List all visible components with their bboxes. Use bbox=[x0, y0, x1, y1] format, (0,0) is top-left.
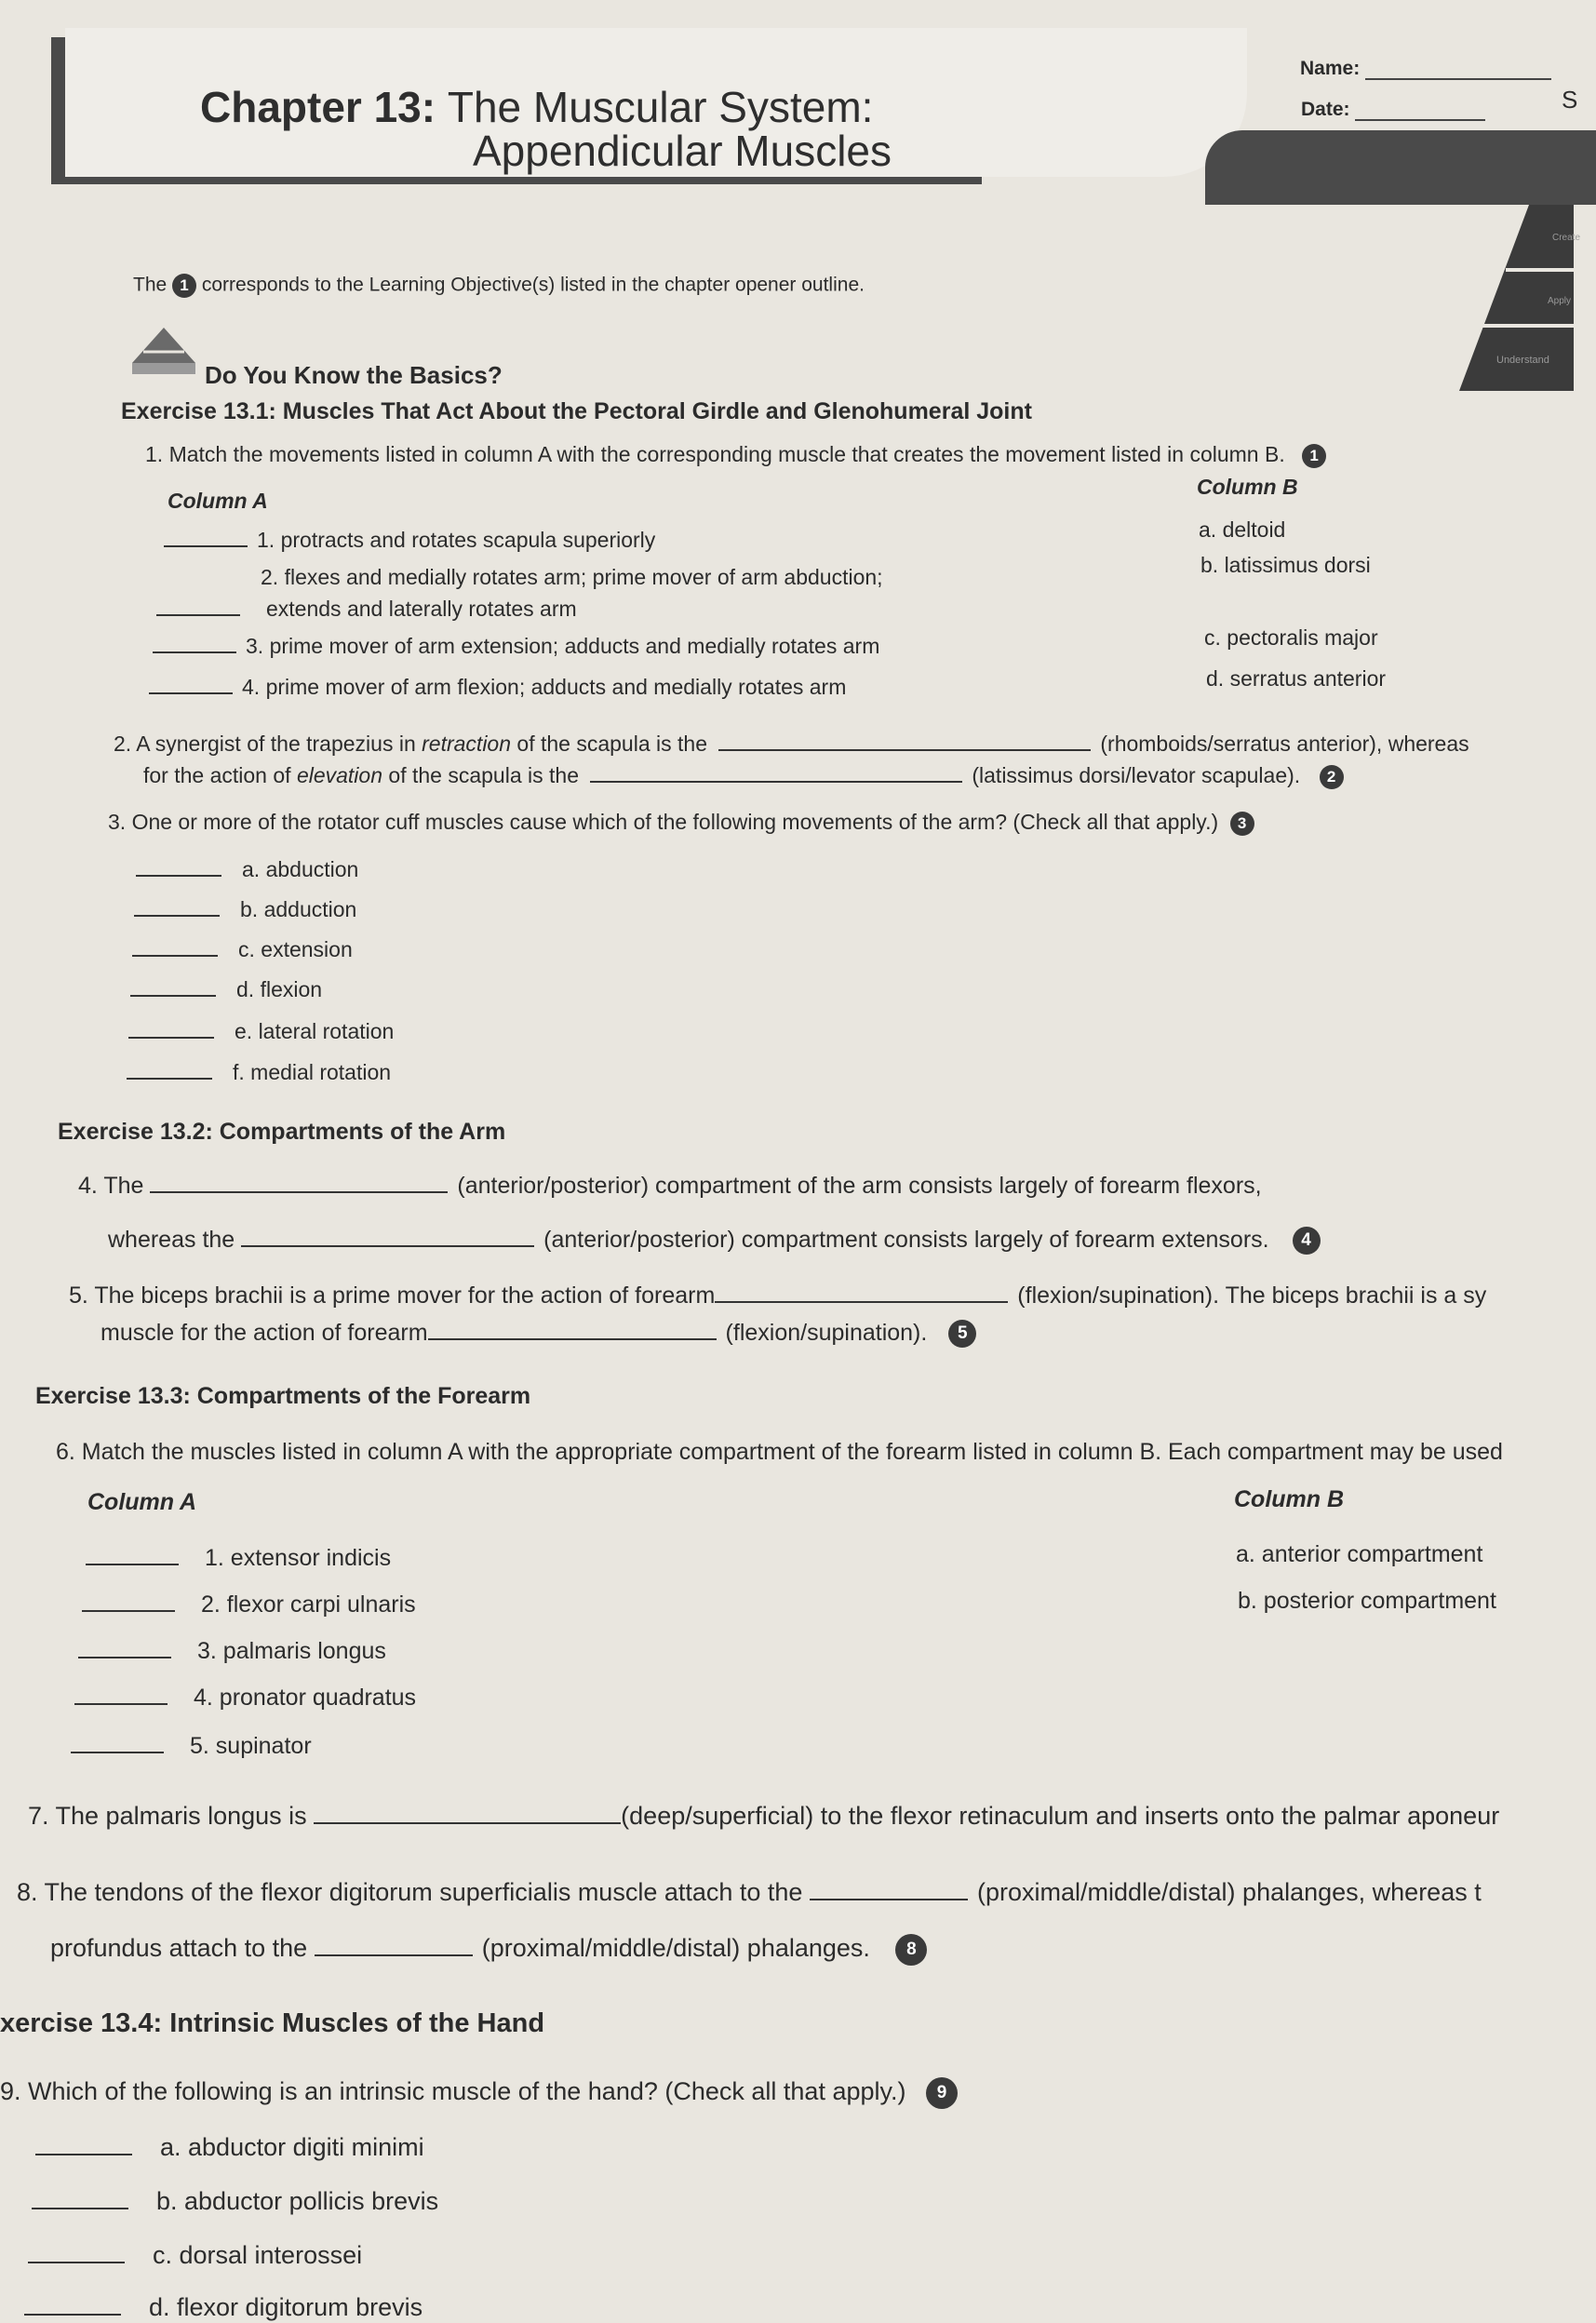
objective-badge: 1 bbox=[172, 274, 196, 298]
exercise-13-3-title: Exercise 13.3: Compartments of the Forearm bbox=[35, 1383, 531, 1409]
exercise-13-2-title: Exercise 13.2: Compartments of the Arm bbox=[58, 1119, 506, 1145]
badge-4: 4 bbox=[1293, 1227, 1321, 1255]
basics-heading: Do You Know the Basics? bbox=[205, 361, 503, 389]
blooms-pyramid-icon bbox=[1459, 186, 1581, 391]
question-3: 3. One or more of the rotator cuff muscles cause which of the following movements of the arm? (Check all that apply.) 3 bbox=[108, 810, 1254, 836]
question-7: 7. The palmaris longus is (deep/superficial) to the flexor retinaculum and inserts onto the palmar aponeur bbox=[28, 1802, 1500, 1830]
badge-8: 8 bbox=[895, 1934, 927, 1966]
question-4-line-2: whereas the (anterior/posterior) compartment consists largely of forearm extensors. 4 bbox=[108, 1227, 1321, 1255]
q3-option-f[interactable]: f. medial rotation bbox=[127, 1059, 391, 1085]
q6-item-1[interactable]: 1. extensor indicis bbox=[86, 1545, 391, 1572]
q3-option-e[interactable]: e. lateral rotation bbox=[128, 1018, 394, 1044]
name-field[interactable]: Name: bbox=[1300, 58, 1551, 80]
q1-column-a-header: Column A bbox=[168, 489, 268, 513]
q6-item-2[interactable]: 2. flexor carpi ulnaris bbox=[82, 1591, 416, 1618]
q3-option-d[interactable]: d. flexion bbox=[130, 976, 322, 1002]
q4-blank-2[interactable] bbox=[241, 1230, 534, 1247]
q1-item-4[interactable]: 4. prime mover of arm flexion; adducts and medially rotates arm bbox=[149, 674, 846, 700]
q3-option-a[interactable]: a. abduction bbox=[136, 856, 358, 882]
q9-option-b[interactable]: b. abductor pollicis brevis bbox=[32, 2187, 438, 2216]
q1-item-3[interactable]: 3. prime mover of arm extension; adducts and medially rotates arm bbox=[153, 633, 879, 659]
question-5-line-1: 5. The biceps brachii is a prime mover for the action of forearm (flexion/supination). The biceps brachii is a sy bbox=[69, 1282, 1487, 1309]
question-5-line-2: muscle for the action of forearm (flexion/supination). 5 bbox=[101, 1320, 976, 1348]
question-8-line-1: 8. The tendons of the flexor digitorum superficialis muscle attach to the (proximal/middle/distal) phalanges, whereas t bbox=[17, 1878, 1482, 1906]
q4-blank-1[interactable] bbox=[150, 1176, 448, 1193]
q3-option-b[interactable]: b. adduction bbox=[134, 896, 356, 922]
question-2-line-2: for the action of elevation of the scapula is the (latissimus dorsi/levator scapulae). 2 bbox=[143, 763, 1344, 789]
q7-blank[interactable] bbox=[314, 1806, 621, 1824]
q1-item-2-cont[interactable]: extends and laterally rotates arm bbox=[156, 596, 577, 622]
q6-column-a-header: Column A bbox=[87, 1489, 197, 1515]
q6-item-4[interactable]: 4. pronator quadratus bbox=[74, 1685, 416, 1712]
basics-pyramid-icon bbox=[130, 326, 197, 382]
chapter-title: Chapter 13: The Muscular System: bbox=[200, 83, 874, 131]
q6-item-3[interactable]: 3. palmaris longus bbox=[78, 1638, 386, 1665]
badge-9: 9 bbox=[926, 2077, 958, 2109]
edge-text: S bbox=[1562, 86, 1578, 114]
q5-blank-2[interactable] bbox=[428, 1323, 717, 1340]
q1-column-b-header: Column B bbox=[1197, 475, 1298, 499]
q6-column-b-header: Column B bbox=[1234, 1486, 1345, 1512]
badge-1: 1 bbox=[1302, 444, 1326, 468]
q5-blank-1[interactable] bbox=[715, 1286, 1008, 1303]
chapter-subtitle: Appendicular Muscles bbox=[473, 127, 892, 175]
question-4-line-1: 4. The (anterior/posterior) compartment of the arm consists largely of forearm flexors, bbox=[78, 1173, 1262, 1199]
pyramid-label-understand: Understand bbox=[1496, 355, 1549, 366]
q9-option-c[interactable]: c. dorsal interossei bbox=[28, 2241, 362, 2270]
question-2-line-1: 2. A synergist of the trapezius in retraction of the scapula is the (rhomboids/serratus anterior), whereas bbox=[114, 732, 1469, 756]
q6-option-a: a. anterior compartment bbox=[1236, 1541, 1483, 1567]
q8-blank-1[interactable] bbox=[810, 1882, 968, 1900]
q1-option-d: d. serratus anterior bbox=[1206, 666, 1387, 691]
q2-blank-2[interactable] bbox=[590, 768, 962, 783]
q1-item-1[interactable]: 1. protracts and rotates scapula superiorly bbox=[164, 527, 655, 553]
badge-3: 3 bbox=[1230, 812, 1254, 836]
q9-option-a[interactable]: a. abductor digiti minimi bbox=[35, 2133, 424, 2162]
pyramid-label-apply: Apply bbox=[1548, 296, 1572, 306]
badge-2: 2 bbox=[1320, 765, 1344, 789]
badge-5: 5 bbox=[948, 1320, 976, 1348]
question-9: 9. Which of the following is an intrinsic muscle of the hand? (Check all that apply.) 9 bbox=[0, 2077, 958, 2109]
question-8-line-2: profundus attach to the (proximal/middle/distal) phalanges. 8 bbox=[50, 1934, 927, 1966]
q2-blank-1[interactable] bbox=[718, 736, 1091, 751]
q1-option-a: a. deltoid bbox=[1199, 517, 1286, 542]
q6-item-5[interactable]: 5. supinator bbox=[71, 1733, 312, 1760]
q6-option-b: b. posterior compartment bbox=[1238, 1588, 1496, 1614]
q9-option-d[interactable]: d. flexor digitorum brevis bbox=[24, 2293, 422, 2322]
q1-item-2: 2. flexes and medially rotates arm; prime mover of arm abduction; bbox=[261, 565, 883, 589]
question-1: 1. Match the movements listed in column A with the corresponding muscle that creates the movement listed in column B. 1 bbox=[145, 442, 1326, 468]
date-field[interactable]: Date: bbox=[1301, 99, 1485, 121]
q8-blank-2[interactable] bbox=[315, 1938, 473, 1956]
q1-option-b: b. latissimus dorsi bbox=[1200, 553, 1371, 577]
q1-option-c: c. pectoralis major bbox=[1204, 625, 1378, 650]
q3-option-c[interactable]: c. extension bbox=[132, 936, 353, 962]
pyramid-label-create: Create bbox=[1552, 233, 1581, 243]
learning-objective-note: The 1 corresponds to the Learning Objective(s) listed in the chapter opener outline. bbox=[133, 274, 865, 298]
exercise-13-1-title: Exercise 13.1: Muscles That Act About the Pectoral Girdle and Glenohumeral Joint bbox=[121, 398, 1032, 424]
exercise-13-4-title: xercise 13.4: Intrinsic Muscles of the Hand bbox=[0, 2008, 545, 2038]
question-6: 6. Match the muscles listed in column A with the appropriate compartment of the forearm listed in column B. Each compartment may be used bbox=[56, 1439, 1503, 1465]
